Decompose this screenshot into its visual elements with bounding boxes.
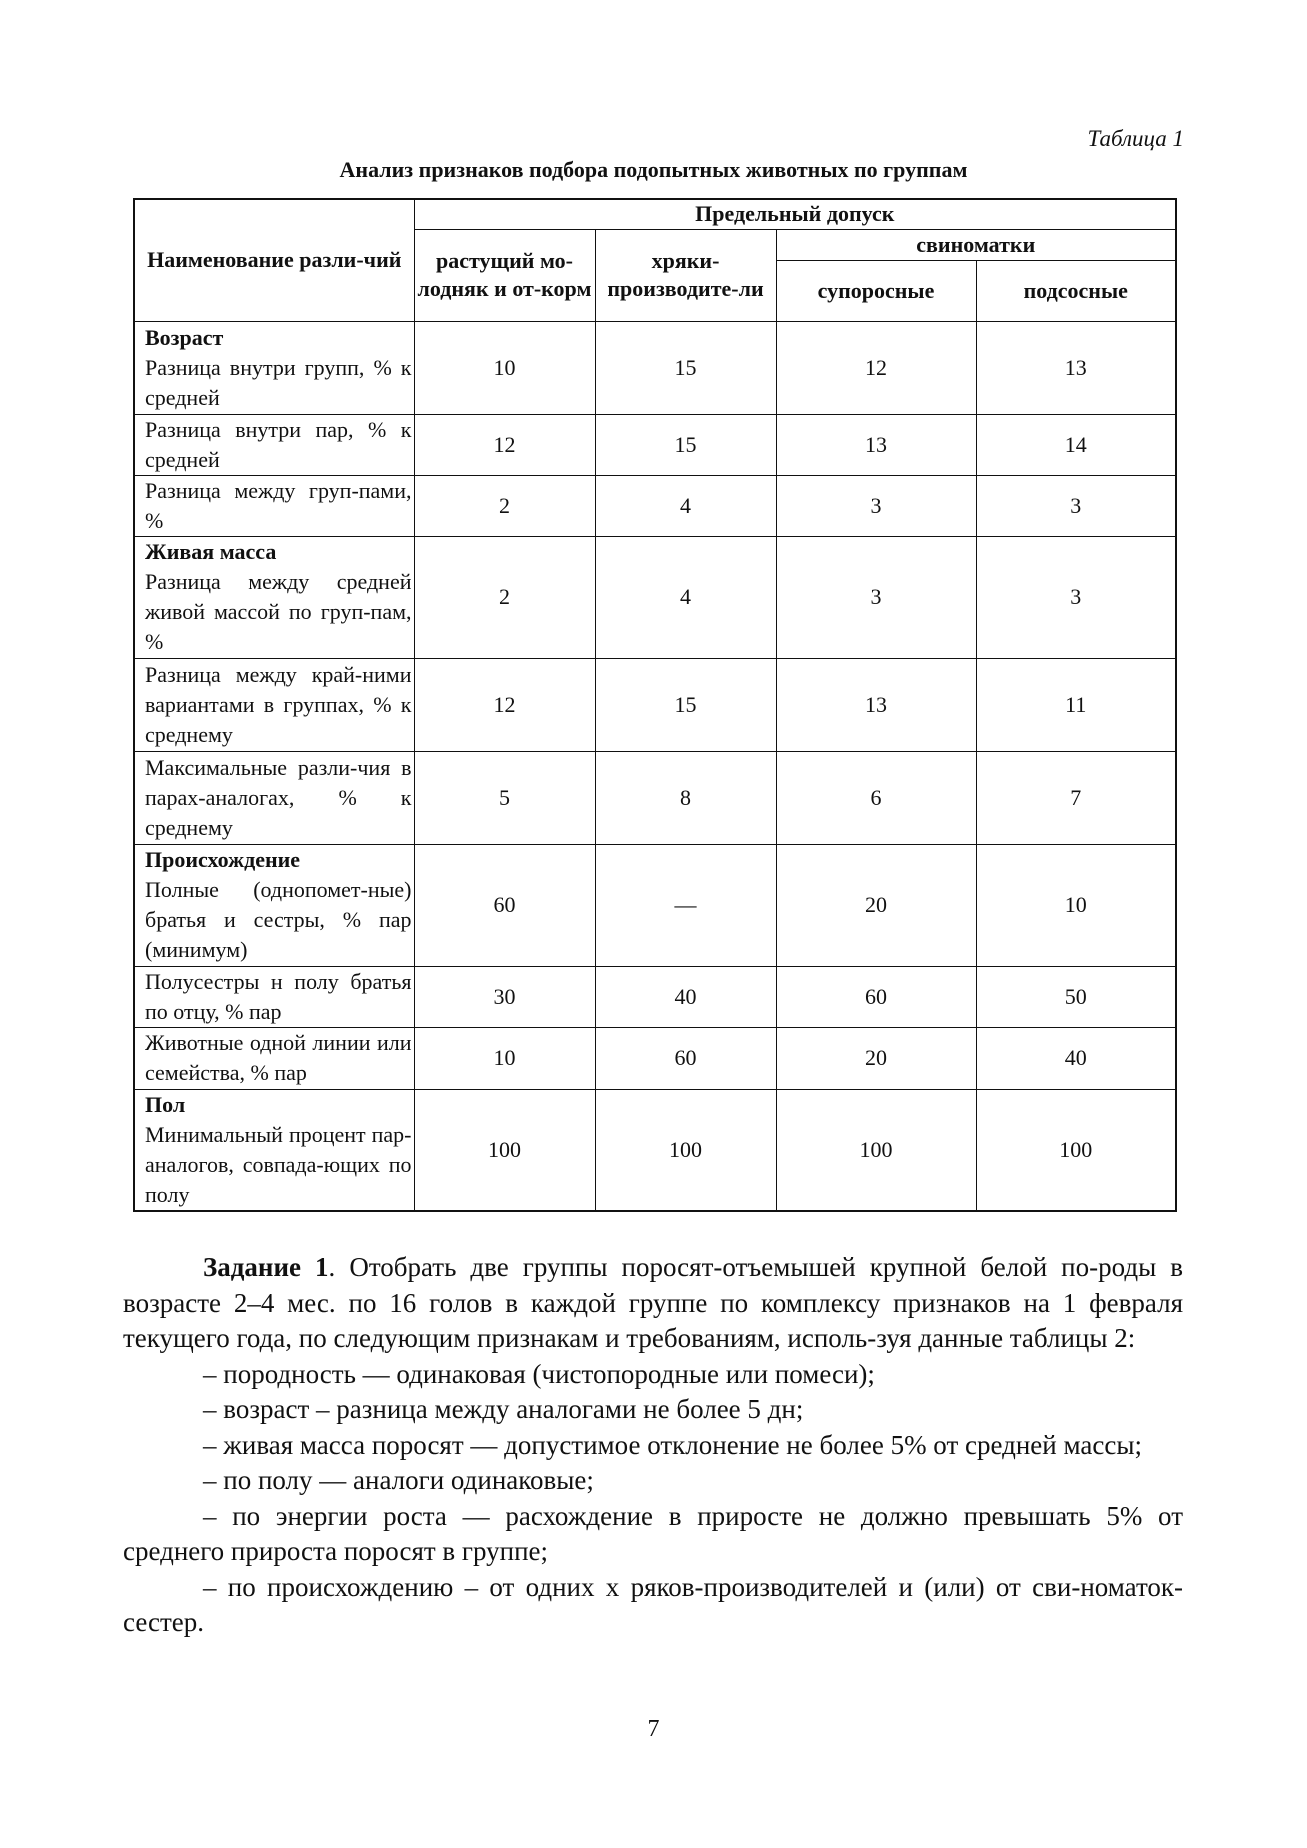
task-section [123, 1250, 1183, 1641]
header-growing: растущий мо-лодняк и от-корм [414, 229, 595, 321]
value-cell: 3 [776, 475, 976, 536]
value-cell: 10 [414, 321, 595, 414]
table-row [134, 475, 1176, 536]
value-cell: 5 [414, 751, 595, 844]
category-heading: Происхождение [145, 847, 301, 872]
value-cell: 60 [414, 844, 595, 966]
criterion-cell [134, 658, 414, 751]
selection-criteria-table [133, 198, 1177, 1212]
criterion-cell [134, 414, 414, 475]
value-cell: 60 [776, 966, 976, 1027]
header-suckling: подсосные [976, 260, 1176, 321]
criterion-cell [134, 536, 414, 658]
task-paragraph [123, 1250, 1183, 1357]
value-cell: 11 [976, 658, 1176, 751]
value-cell: 4 [595, 536, 776, 658]
criterion-cell [134, 1089, 414, 1211]
value-cell: 100 [976, 1089, 1176, 1211]
value-cell: 40 [976, 1027, 1176, 1089]
criterion-label: Полусестры н полу братья по отцу, % пар [145, 968, 412, 1024]
task-item: – живая масса поросят — допустимое отклонение не более 5% от средней массы; [203, 1429, 1142, 1460]
value-cell: 100 [595, 1089, 776, 1211]
task-item: – по полу — аналоги одинаковые; [203, 1465, 594, 1495]
table-body [134, 321, 1176, 1211]
criterion-label: Животные одной линии или семейства, % пар [145, 1030, 412, 1085]
header-pregnant: супоросные [776, 260, 976, 321]
table-row [134, 966, 1176, 1027]
task-item: – по энергии роста — расхождение в приросте не должно превышать 5% от среднего прироста поросят в группе; [123, 1500, 1183, 1566]
header-criteria: Наименование разли-чий [134, 199, 414, 321]
value-cell: 15 [595, 414, 776, 475]
task-item: – возраст – разница между аналогами не более 5 дн; [203, 1394, 804, 1424]
value-cell: 60 [595, 1027, 776, 1089]
value-cell: 3 [776, 536, 976, 658]
table-row [134, 414, 1176, 475]
criterion-label: Минимальный процент пар-аналогов, совпада-ющих по полу [145, 1121, 412, 1207]
value-cell: 3 [976, 536, 1176, 658]
criterion-cell [134, 321, 414, 414]
table-row [134, 751, 1176, 844]
header-sows: свиноматки [776, 229, 1176, 260]
table-row [134, 1027, 1176, 1089]
table-row [134, 658, 1176, 751]
value-cell: 20 [776, 844, 976, 966]
criterion-cell [134, 844, 414, 966]
task-item: – породность — одинаковая (чистопородные или помеси); [203, 1358, 875, 1389]
criterion-label: Разница между груп-пами, % [145, 477, 412, 533]
value-cell: — [595, 844, 776, 966]
criterion-cell [134, 475, 414, 536]
criterion-label: Разница между край-ними вариантами в группах, % к среднему [145, 661, 412, 747]
criterion-cell [134, 1027, 414, 1089]
header-boars: хряки-производите-ли [595, 229, 776, 321]
value-cell: 13 [776, 658, 976, 751]
value-cell: 2 [414, 475, 595, 536]
task-item: – по происхождению – от одних х ряков-производителей и (или) от сви-номаток-сестер. [123, 1571, 1183, 1637]
value-cell: 30 [414, 966, 595, 1027]
value-cell: 15 [595, 658, 776, 751]
criterion-label: Разница внутри групп, % к средней [145, 354, 412, 410]
table-title: Анализ признаков подбора подопытных животных по группам [339, 157, 968, 182]
value-cell: 40 [595, 966, 776, 1027]
value-cell: 12 [776, 321, 976, 414]
value-cell: 100 [776, 1089, 976, 1211]
value-cell: 20 [776, 1027, 976, 1089]
value-cell: 10 [414, 1027, 595, 1089]
value-cell: 13 [776, 414, 976, 475]
value-cell: 4 [595, 475, 776, 536]
value-cell: 6 [776, 751, 976, 844]
value-cell: 13 [976, 321, 1176, 414]
criterion-label: Разница между средней живой массой по груп-пам, % [145, 569, 412, 654]
category-heading: Возраст [145, 324, 224, 350]
criterion-cell [134, 966, 414, 1027]
task-text: . Отобрать две группы поросят-отъемышей крупной белой по-роды в возрасте 2–4 мес. по 16 голов в каждой группе по комплексу признаков на 1 февраля текущего года, по следующим признакам и требованиям, исполь-зуя данные таблицы 2: [123, 1252, 1183, 1353]
page-number: 7 [647, 1716, 660, 1742]
table-row [134, 1089, 1176, 1211]
task-label: Задание 1 [203, 1252, 329, 1282]
value-cell: 15 [595, 321, 776, 414]
value-cell: 7 [976, 751, 1176, 844]
criterion-label: Максимальные разли-чия в парах-аналогах, % к среднему [145, 754, 412, 840]
table-row [134, 536, 1176, 658]
value-cell: 12 [414, 658, 595, 751]
header-limit: Предельный допуск [414, 199, 1176, 229]
value-cell: 8 [595, 751, 776, 844]
value-cell: 50 [976, 966, 1176, 1027]
value-cell: 3 [976, 475, 1176, 536]
value-cell: 12 [414, 414, 595, 475]
table-row [134, 321, 1176, 414]
value-cell: 100 [414, 1089, 595, 1211]
value-cell: 2 [414, 536, 595, 658]
category-heading: Пол [145, 1091, 186, 1117]
criterion-cell [134, 751, 414, 844]
value-cell: 10 [976, 844, 1176, 966]
criterion-label: Разница внутри пар, % к средней [145, 416, 412, 472]
category-heading: Живая масса [145, 539, 277, 564]
criterion-label: Полные (однопомет-ные) братья и сестры, % пар (минимум) [145, 877, 412, 962]
table-row [134, 844, 1176, 966]
value-cell: 14 [976, 414, 1176, 475]
table-number: Таблица 1 [1087, 126, 1184, 151]
